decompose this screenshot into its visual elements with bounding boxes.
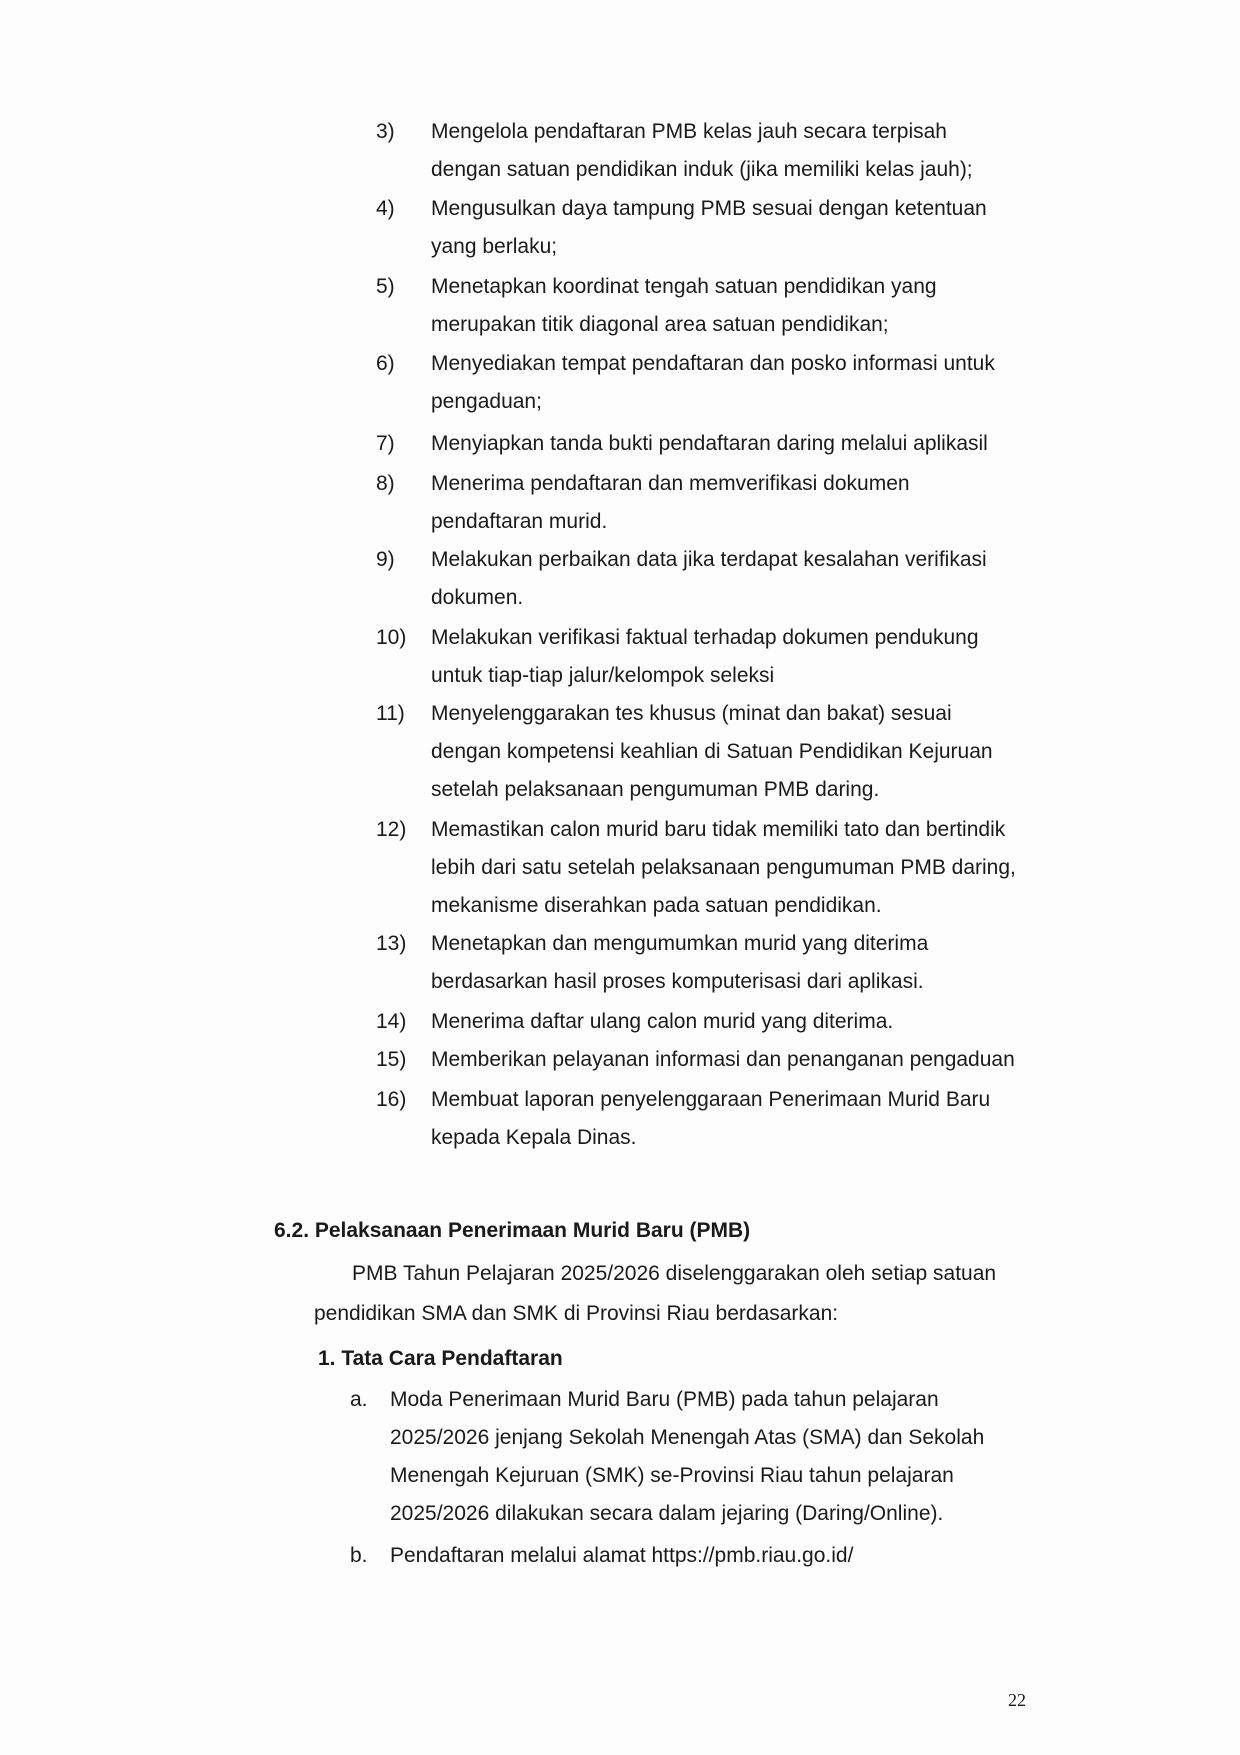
sub-item-line: Moda Penerimaan Murid Baru (PMB) pada tahun pelajaran xyxy=(390,1388,939,1411)
list-line: pendaftaran murid. xyxy=(431,510,608,533)
list-line: dengan satuan pendidikan induk (jika memiliki kelas jauh); xyxy=(431,158,973,181)
list-line: dokumen. xyxy=(431,586,524,609)
list-line: Membuat laporan penyelenggaraan Penerimaan Murid Baru xyxy=(431,1088,991,1111)
intro-line: PMB Tahun Pelajaran 2025/2026 diselenggarakan oleh setiap satuan xyxy=(352,1262,997,1285)
list-number: 11) xyxy=(376,702,405,725)
list-number: 4) xyxy=(376,197,395,220)
list-line: Menerima daftar ulang calon murid yang diterima. xyxy=(431,1010,894,1033)
list-number: 14) xyxy=(376,1010,407,1033)
list-number: 16) xyxy=(376,1088,407,1111)
list-line: Melakukan perbaikan data jika terdapat kesalahan verifikasi xyxy=(431,548,987,571)
list-line: Menetapkan koordinat tengah satuan pendidikan yang xyxy=(431,275,937,298)
list-line: Menyediakan tempat pendaftaran dan posko informasi untuk xyxy=(431,352,995,375)
list-line: mekanisme diserahkan pada satuan pendidikan. xyxy=(431,894,882,917)
sub-item-label: b. xyxy=(350,1544,368,1567)
list-number: 8) xyxy=(376,472,395,495)
page-number: 22 xyxy=(1008,1690,1026,1710)
intro-line: pendidikan SMA dan SMK di Provinsi Riau berdasarkan: xyxy=(314,1302,839,1325)
sub-item-line: 2025/2026 jenjang Sekolah Menengah Atas (SMA) dan Sekolah xyxy=(390,1426,985,1449)
list-number: 5) xyxy=(376,275,395,298)
list-number: 3) xyxy=(376,120,395,143)
sub-heading: 1. Tata Cara Pendaftaran xyxy=(318,1347,563,1370)
sub-item-line: Pendaftaran melalui alamat https://pmb.riau.go.id/ xyxy=(390,1544,854,1567)
list-line: merupakan titik diagonal area satuan pendidikan; xyxy=(431,313,889,336)
list-line: Menyelenggarakan tes khusus (minat dan bakat) sesuai xyxy=(431,702,952,725)
list-line: yang berlaku; xyxy=(431,235,558,258)
sub-item-line: Menengah Kejuruan (SMK) se-Provinsi Riau tahun pelajaran xyxy=(390,1464,954,1487)
list-number: 9) xyxy=(376,548,395,571)
list-line: Menerima pendaftaran dan memverifikasi dokumen xyxy=(431,472,910,495)
list-number: 7) xyxy=(376,432,395,455)
list-line: Memastikan calon murid baru tidak memiliki tato dan bertindik xyxy=(431,818,1006,841)
list-line: dengan kompetensi keahlian di Satuan Pendidikan Kejuruan xyxy=(431,740,993,763)
list-number: 10) xyxy=(376,626,407,649)
list-number: 12) xyxy=(376,818,407,841)
list-line: Mengusulkan daya tampung PMB sesuai dengan ketentuan xyxy=(431,197,987,220)
list-line: lebih dari satu setelah pelaksanaan pengumuman PMB daring, xyxy=(431,856,1016,879)
list-line: Mengelola pendaftaran PMB kelas jauh secara terpisah xyxy=(431,120,947,143)
list-line: untuk tiap-tiap jalur/kelompok seleksi xyxy=(431,664,775,687)
sub-item-label: a. xyxy=(350,1388,368,1411)
section-heading: 6.2. Pelaksanaan Penerimaan Murid Baru (PMB) xyxy=(274,1219,751,1242)
list-line: Menyiapkan tanda bukti pendaftaran daring melalui aplikasil xyxy=(431,432,988,455)
list-line: Melakukan verifikasi faktual terhadap dokumen pendukung xyxy=(431,626,979,649)
list-line: pengaduan; xyxy=(431,390,542,413)
list-line: Menetapkan dan mengumumkan murid yang diterima xyxy=(431,932,929,955)
list-line: kepada Kepala Dinas. xyxy=(431,1126,637,1149)
list-line: berdasarkan hasil proses komputerisasi dari aplikasi. xyxy=(431,970,924,993)
list-line: setelah pelaksanaan pengumuman PMB daring. xyxy=(431,778,880,801)
list-number: 13) xyxy=(376,932,407,955)
sub-item-line: 2025/2026 dilakukan secara dalam jejaring (Daring/Online). xyxy=(390,1502,944,1525)
list-number: 6) xyxy=(376,352,395,375)
list-number: 15) xyxy=(376,1048,407,1071)
list-line: Memberikan pelayanan informasi dan penanganan pengaduan xyxy=(431,1048,1015,1071)
